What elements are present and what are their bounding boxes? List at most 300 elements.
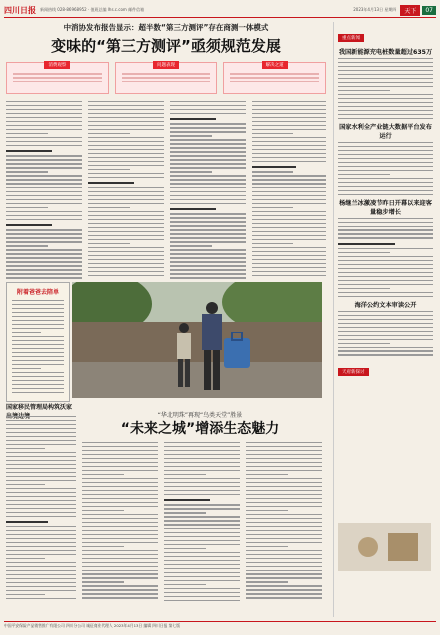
text-line (164, 512, 206, 513)
sidebar-item-head[interactable]: 杨继兰冰激凌节昨日开幕以来迎客量稳步增长 (339, 199, 432, 216)
text-line (338, 142, 433, 143)
text-line (88, 243, 130, 244)
bag-figure (222, 332, 252, 372)
text-line (82, 542, 158, 543)
masthead-info: 新闻热线 028-86968952 · 值班总编 lhs.c.com 邮件信箱 (40, 7, 145, 12)
sidebar-tag: 重点新闻 (338, 34, 364, 42)
text-line (246, 538, 322, 539)
text-line (6, 175, 82, 176)
sub-headline[interactable]: “未来之城”增添生态魅力 (120, 421, 280, 437)
text-line (338, 82, 433, 83)
text-line (6, 594, 45, 595)
text-line (338, 102, 433, 103)
text-line (6, 269, 82, 270)
sidebar-footer-tag: 天府新探讨 (338, 368, 369, 376)
text-line (88, 271, 164, 272)
text-line (338, 158, 433, 159)
text-line (338, 252, 390, 253)
share-icon (338, 523, 431, 571)
text-line (12, 312, 64, 313)
text-line (338, 118, 433, 119)
lower-left-column (6, 416, 76, 616)
text-line (82, 597, 158, 598)
text-line (246, 450, 322, 451)
text-line (170, 191, 246, 192)
text-line (164, 560, 240, 561)
text-line (6, 456, 76, 457)
text-line (6, 448, 45, 449)
text-line (82, 502, 158, 503)
text-line (6, 464, 76, 465)
text-line (246, 570, 322, 571)
text-line (12, 344, 64, 345)
text-line (6, 229, 82, 230)
text-line (252, 191, 326, 192)
text-line (88, 165, 164, 166)
text-line (88, 157, 164, 158)
text-line (170, 245, 212, 246)
text-line (6, 476, 76, 477)
text-line (6, 155, 82, 156)
text-line (246, 577, 322, 578)
text-line (82, 514, 158, 515)
text-line (338, 288, 390, 289)
sidebar-item-head[interactable]: 国家水利全产业链大数据平台发布运行 (339, 123, 432, 140)
text-line (88, 149, 164, 150)
text-line (246, 573, 322, 574)
text-line (82, 558, 158, 559)
text-line (252, 223, 326, 224)
text-line (6, 133, 48, 134)
text-line (252, 145, 326, 146)
text-line (88, 231, 164, 232)
text-line (6, 558, 45, 559)
text-line (88, 109, 164, 110)
text-line (246, 482, 322, 483)
text-line (338, 276, 433, 277)
text-line (338, 272, 433, 273)
text-line (6, 257, 82, 258)
text-line (82, 462, 158, 463)
text-line (6, 253, 82, 254)
text-line (6, 245, 48, 246)
text-line (246, 506, 322, 507)
text-line (170, 203, 246, 204)
text-line (6, 574, 76, 575)
text-line (88, 207, 130, 208)
text-line (170, 241, 246, 242)
text-line (246, 470, 322, 471)
text-line (88, 169, 130, 170)
text-line (338, 174, 390, 175)
text-line (338, 74, 433, 75)
text-line (252, 117, 326, 118)
text-line (338, 178, 433, 179)
text-line (252, 137, 326, 138)
main-kicker: 中消协发布报告显示：超半数“第三方测评”存在商测一体模式 (63, 23, 269, 32)
text-line (164, 474, 206, 475)
text-line (170, 221, 246, 222)
text-line (164, 446, 240, 447)
text-line (88, 173, 164, 174)
text-line (88, 203, 164, 204)
text-line (170, 195, 246, 196)
text-line (6, 191, 82, 192)
text-line (88, 259, 164, 260)
text-line (6, 167, 82, 168)
text-line (6, 215, 82, 216)
text-line (164, 576, 240, 577)
text-line (82, 589, 158, 590)
summary-box-2 (115, 62, 218, 94)
text-line (6, 199, 82, 200)
text-line (338, 331, 433, 332)
lower-left-headline[interactable]: 国家移民管理局构筑沃家 (6, 404, 73, 411)
text-line (6, 277, 82, 278)
text-line (88, 101, 164, 102)
text-line (170, 175, 246, 176)
text-line (164, 458, 240, 459)
sidebar-item-head[interactable]: 海洋公约文本审读公开 (354, 301, 417, 309)
text-line (82, 526, 158, 527)
sidebar-photo[interactable] (338, 523, 431, 571)
text-line (338, 229, 433, 230)
feature-box (6, 282, 70, 402)
text-line (6, 500, 76, 501)
text-line (338, 182, 433, 183)
text-line (6, 137, 82, 138)
text-line (170, 253, 246, 254)
text-line (82, 585, 158, 586)
masthead-date: 2023年4月13日 星期四 (353, 7, 397, 12)
text-line (252, 121, 326, 122)
text-line (338, 222, 433, 223)
text-line (6, 113, 82, 114)
text-line (164, 532, 240, 533)
text-line (246, 526, 322, 527)
text-line (338, 98, 433, 99)
text-line (12, 376, 64, 377)
text-line (6, 224, 52, 226)
text-line (338, 78, 433, 79)
text-line (170, 269, 246, 270)
text-line (6, 117, 82, 118)
text-line (6, 480, 76, 481)
text-line (338, 226, 433, 227)
text-line (6, 488, 76, 489)
text-line (338, 284, 433, 285)
text-line (170, 265, 246, 266)
text-line (164, 442, 240, 443)
text-line (6, 562, 76, 563)
news-photo[interactable] (72, 282, 322, 398)
text-line (252, 133, 293, 134)
text-line (338, 58, 433, 59)
text-line (252, 171, 293, 172)
text-line (338, 339, 433, 340)
text-line (6, 554, 76, 555)
text-line (252, 275, 326, 276)
summary-box-1 (6, 62, 109, 94)
text-line (170, 123, 246, 124)
text-line (338, 243, 395, 245)
text-line (252, 271, 326, 272)
text-line (338, 248, 433, 249)
text-line (170, 101, 246, 102)
text-line (338, 256, 433, 257)
text-line (12, 316, 64, 317)
text-line (338, 237, 433, 238)
text-line (82, 494, 158, 495)
text-line (164, 454, 240, 455)
text-line (252, 175, 326, 176)
text-line (338, 146, 433, 147)
text-line (338, 233, 433, 234)
text-line (164, 520, 240, 521)
text-line (252, 239, 326, 240)
text-line (6, 237, 82, 238)
text-line (252, 199, 326, 200)
text-line (252, 179, 326, 180)
text-line (338, 166, 433, 167)
text-line (170, 159, 246, 160)
text-line (6, 542, 76, 543)
text-line (82, 566, 158, 567)
text-line (170, 143, 246, 144)
text-line (6, 496, 76, 497)
main-headline[interactable]: 变味的“第三方测评”亟须规范发展 (51, 37, 281, 55)
text-line (338, 327, 433, 328)
text-line (12, 372, 64, 373)
text-line (164, 600, 240, 601)
text-line (170, 171, 212, 172)
text-line (82, 550, 158, 551)
text-line (170, 225, 246, 226)
main-story (6, 22, 326, 94)
text-line (6, 436, 76, 437)
text-line (6, 516, 76, 517)
text-line (6, 504, 76, 505)
text-line (246, 478, 322, 479)
text-line (88, 255, 164, 256)
text-line (338, 292, 433, 293)
text-line (164, 556, 240, 557)
text-line (246, 558, 322, 559)
text-line (164, 580, 240, 581)
text-line (170, 261, 246, 262)
text-line (170, 257, 246, 258)
text-line (6, 546, 76, 547)
text-line (82, 486, 158, 487)
text-line (88, 121, 164, 122)
text-line (6, 538, 76, 539)
text-line (6, 582, 76, 583)
text-line (6, 534, 76, 535)
text-line (338, 347, 433, 348)
text-line (6, 171, 48, 172)
text-line (6, 150, 52, 152)
text-line (6, 432, 76, 433)
text-line (6, 121, 82, 122)
text-line (338, 154, 433, 155)
text-line (246, 458, 322, 459)
text-line (164, 466, 240, 467)
text-line (338, 260, 433, 261)
text-line (338, 66, 433, 67)
text-line (338, 218, 433, 219)
text-line (246, 566, 322, 567)
text-line (252, 263, 326, 264)
newspaper-logo[interactable]: 四川日报 (4, 4, 36, 15)
text-line (6, 211, 82, 212)
section-badge: 天下 (400, 5, 420, 16)
text-line (252, 129, 326, 130)
article-column-4 (252, 101, 326, 287)
text-line (6, 265, 82, 266)
text-line (6, 444, 76, 445)
text-line (164, 494, 240, 495)
text-line (246, 581, 288, 582)
text-line (246, 454, 322, 455)
text-line (88, 137, 164, 138)
text-line (6, 578, 76, 579)
text-line (88, 247, 164, 248)
text-line (246, 494, 322, 495)
text-line (170, 277, 246, 278)
text-line (6, 566, 76, 567)
text-line (164, 490, 240, 491)
text-line (12, 352, 64, 353)
text-line (82, 538, 158, 539)
text-line (88, 153, 164, 154)
text-line (170, 113, 246, 114)
text-line (88, 235, 164, 236)
text-line (82, 498, 158, 499)
text-line (338, 114, 433, 115)
text-line (88, 133, 130, 134)
text-line (88, 117, 164, 118)
text-line (252, 149, 326, 150)
text-line (252, 161, 326, 162)
text-line (252, 203, 326, 204)
text-line (88, 161, 164, 162)
text-line (6, 530, 76, 531)
text-line (164, 592, 240, 593)
text-line (88, 199, 164, 200)
sidebar-item-head[interactable]: 我国新能源充电桩数量超过635万 (338, 49, 433, 56)
text-line (246, 446, 322, 447)
text-line (88, 187, 164, 188)
text-line (164, 552, 240, 553)
text-line (88, 275, 164, 276)
text-line (164, 596, 240, 597)
sub-column-3 (246, 442, 322, 614)
text-line (82, 593, 158, 594)
text-line (252, 125, 326, 126)
text-line (252, 153, 326, 154)
text-line (6, 484, 45, 485)
page-footer: 中国平安保险产品销售推广有限公司 四川分公司 诚征商业代理人 2023年4月13日 编辑 四川日报 第七版 (4, 621, 436, 635)
text-line (88, 191, 164, 192)
text-line (12, 300, 64, 301)
text-line (12, 336, 64, 337)
text-line (246, 597, 322, 598)
text-line (252, 183, 326, 184)
text-line (164, 524, 240, 525)
text-line (338, 150, 433, 151)
text-line (164, 536, 240, 537)
text-line (6, 183, 82, 184)
text-line (6, 219, 82, 220)
sub-column-2 (164, 442, 240, 614)
text-line (338, 296, 433, 297)
text-line (12, 308, 64, 309)
text-line (338, 354, 433, 355)
text-line (6, 586, 76, 587)
text-line (6, 145, 82, 146)
text-line (338, 319, 433, 320)
text-line (82, 534, 158, 535)
text-line (170, 237, 246, 238)
text-line (338, 70, 433, 71)
text-line (12, 380, 64, 381)
text-line (88, 129, 164, 130)
text-line (338, 190, 433, 191)
text-line (6, 109, 82, 110)
text-line (12, 324, 64, 325)
text-line (170, 127, 246, 128)
text-line (170, 151, 246, 152)
text-line (164, 482, 240, 483)
text-line (12, 348, 64, 349)
text-line (6, 187, 82, 188)
text-line (82, 570, 158, 571)
text-line (164, 568, 240, 569)
text-line (6, 416, 76, 417)
text-line (6, 521, 48, 523)
text-line (252, 215, 326, 216)
text-line (246, 514, 322, 515)
text-line (88, 182, 134, 184)
text-line (246, 498, 322, 499)
text-line (6, 159, 82, 160)
text-line (82, 482, 158, 483)
text-line (12, 384, 64, 385)
text-line (252, 227, 326, 228)
text-line (12, 356, 64, 357)
text-line (338, 90, 390, 91)
text-line (82, 577, 158, 578)
text-line (82, 470, 158, 471)
text-line (170, 217, 246, 218)
text-line (164, 486, 240, 487)
text-line (88, 227, 164, 228)
text-line (88, 239, 164, 240)
text-line (170, 135, 212, 136)
text-line (252, 187, 326, 188)
text-line (6, 492, 76, 493)
text-line (82, 478, 158, 479)
text-line (246, 550, 322, 551)
text-line (88, 251, 164, 252)
text-line (88, 215, 164, 216)
text-line (6, 105, 82, 106)
text-line (6, 512, 76, 513)
text-line (6, 163, 82, 164)
text-line (170, 199, 246, 200)
text-line (164, 516, 240, 517)
text-line (6, 440, 76, 441)
